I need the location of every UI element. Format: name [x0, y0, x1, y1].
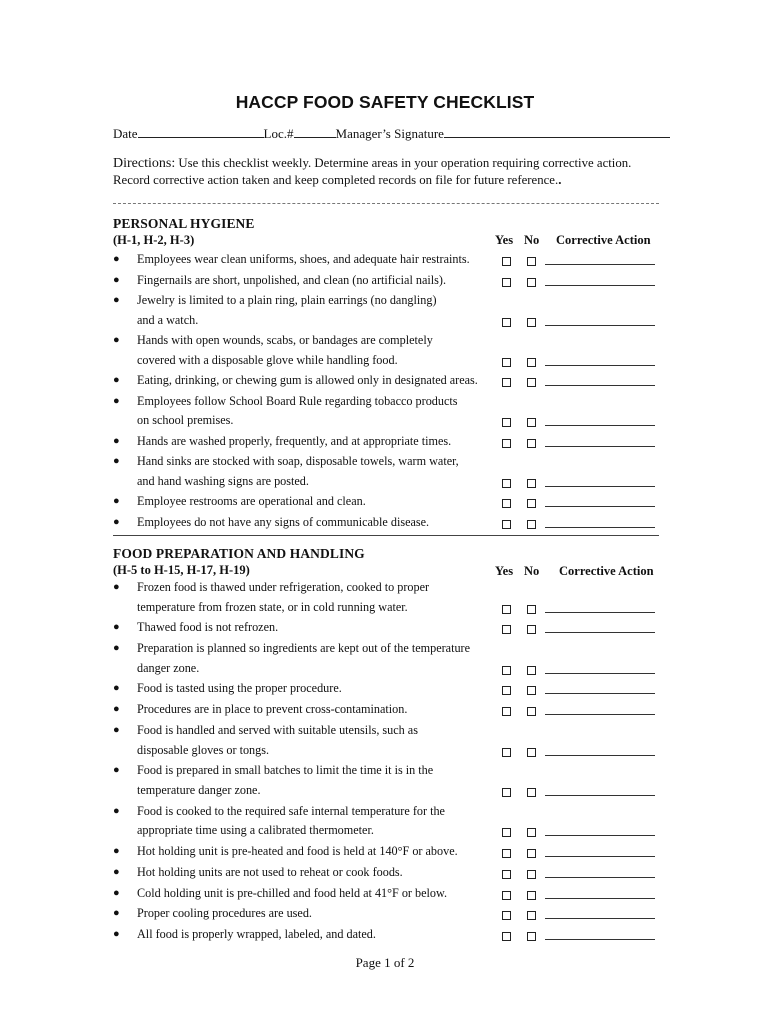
checklist-item-text: Jewelry is limited to a plain ring, plain earrings (no dangling) — [137, 293, 437, 307]
bullet-icon: ● — [113, 844, 120, 857]
corrective-action-field[interactable] — [545, 446, 655, 447]
corrective-action-field[interactable] — [545, 527, 655, 528]
bullet-icon: ● — [113, 682, 120, 695]
no-checkbox[interactable] — [527, 849, 536, 858]
corrective-action-field[interactable] — [545, 285, 655, 286]
bullet-icon: ● — [113, 374, 120, 386]
no-checkbox[interactable] — [527, 748, 536, 757]
bullet-icon: ● — [113, 455, 120, 467]
checklist-item-text: temperature from frozen state, or in cold running water. — [137, 599, 408, 614]
bullet-icon: ● — [113, 621, 120, 634]
yes-checkbox[interactable] — [502, 418, 511, 427]
checklist-item-text: Employees do not have any signs of communicable disease. — [137, 514, 430, 529]
checklist-item-text: danger zone. — [137, 660, 200, 675]
checklist-item-text: Frozen food is thawed under refrigeration, cooked to proper — [137, 580, 430, 594]
directions-text-1: Use this checklist weekly. Determine areas in your operation requiring corrective action. — [178, 156, 632, 170]
yes-checkbox[interactable] — [502, 358, 511, 367]
yes-checkbox[interactable] — [502, 666, 511, 675]
no-checkbox[interactable] — [527, 828, 536, 837]
checklist-item-text: temperature danger zone. — [137, 782, 261, 797]
checklist-item-text: Employees wear clean uniforms, shoes, and adequate hair restraints. — [137, 252, 470, 266]
bullet-icon: ● — [113, 724, 120, 736]
corrective-action-header: Corrective Action — [559, 564, 654, 578]
corrective-action-field[interactable] — [545, 918, 655, 919]
no-checkbox[interactable] — [527, 870, 536, 879]
loc-field[interactable] — [294, 126, 336, 138]
corrective-action-field[interactable] — [545, 673, 655, 674]
bullet-icon: ● — [113, 928, 120, 941]
checklist-item-text: Food is cooked to the required safe internal temperature for the — [137, 803, 445, 818]
corrective-action-field[interactable] — [545, 385, 655, 386]
no-checkbox[interactable] — [527, 378, 536, 387]
corrective-action-field[interactable] — [545, 365, 655, 366]
checklist-item-text: and hand washing signs are posted. — [137, 473, 309, 488]
bullet-icon: ● — [113, 294, 120, 306]
yes-checkbox[interactable] — [502, 748, 511, 757]
corrective-action-field[interactable] — [545, 612, 655, 613]
yes-checkbox[interactable] — [502, 257, 511, 266]
no-checkbox[interactable] — [527, 520, 536, 529]
yes-checkbox[interactable] — [502, 499, 511, 508]
checklist-item-text: Hot holding units are not used to reheat or cook foods. — [137, 864, 403, 879]
corrective-action-field[interactable] — [545, 506, 655, 507]
checklist-item-text: Cold holding unit is pre-chilled and food held at 41°F or below. — [137, 885, 448, 900]
signature-label: Manager’s Signature — [335, 126, 444, 141]
checklist-item-text: disposable gloves or tongs. — [137, 742, 270, 757]
checklist-item-text: Hand sinks are stocked with soap, disposable towels, warm water, — [137, 454, 459, 468]
corrective-action-field[interactable] — [545, 939, 655, 940]
bullet-icon: ● — [113, 495, 120, 507]
corrective-action-field[interactable] — [545, 835, 655, 836]
corrective-action-field[interactable] — [545, 264, 655, 265]
no-checkbox[interactable] — [527, 686, 536, 695]
checklist-item-text: covered with a disposable glove while handling food. — [137, 352, 398, 367]
bullet-icon: ● — [113, 703, 120, 716]
yes-checkbox[interactable] — [502, 439, 511, 448]
checklist-item-text: Employee restrooms are operational and clean. — [137, 494, 366, 508]
divider — [113, 203, 659, 204]
corrective-action-field[interactable] — [545, 632, 655, 633]
yes-checkbox[interactable] — [502, 828, 511, 837]
page-number: Page 1 of 2 — [355, 955, 415, 970]
checklist-item-text: Food is tasted using the proper procedure. — [137, 681, 342, 696]
checklist-item-text: Fingernails are short, unpolished, and clean (no artificial nails). — [137, 272, 446, 287]
checklist-item-text: Procedures are in place to prevent cross-contamination. — [137, 702, 408, 717]
no-checkbox[interactable] — [527, 499, 536, 508]
checklist-item-text: Eating, drinking, or chewing gum is allowed only in designated areas. — [137, 373, 478, 387]
bullet-icon: ● — [113, 907, 120, 920]
corrective-action-field[interactable] — [545, 325, 655, 326]
bullet-icon: ● — [113, 334, 120, 346]
bullet-icon: ● — [113, 394, 120, 407]
loc-label: Loc.# — [263, 126, 294, 141]
corrective-action-field[interactable] — [545, 856, 655, 857]
no-checkbox[interactable] — [527, 891, 536, 900]
no-checkbox[interactable] — [527, 318, 536, 327]
yes-checkbox[interactable] — [502, 479, 511, 488]
checklist-item-text: All food is properly wrapped, labeled, and dated. — [137, 927, 376, 942]
directions — [113, 155, 673, 189]
checklist-item-text: Hot holding unit is pre-heated and food is held at 140°F or above. — [137, 843, 458, 858]
no-checkbox[interactable] — [527, 418, 536, 427]
directions-label: Directions: — [113, 156, 176, 171]
bullet-icon: ● — [113, 865, 120, 878]
yes-checkbox[interactable] — [502, 788, 511, 797]
checklist-item-text: appropriate time using a calibrated thermometer. — [137, 823, 374, 838]
divider — [113, 535, 659, 536]
bullet-icon: ● — [113, 642, 120, 655]
checklist-item-text: Thawed food is not refrozen. — [137, 620, 279, 635]
yes-checkbox[interactable] — [502, 278, 511, 287]
checklist-item-text: and a watch. — [137, 312, 199, 327]
no-checkbox[interactable] — [527, 911, 536, 920]
directions-text-2: Record corrective action taken and keep completed records on file for future reference. — [113, 173, 559, 187]
corrective-action-header: Corrective Action — [556, 233, 651, 247]
yes-checkbox[interactable] — [502, 707, 511, 716]
no-checkbox[interactable] — [527, 666, 536, 675]
yes-checkbox[interactable] — [502, 686, 511, 695]
no-checkbox[interactable] — [527, 605, 536, 614]
bullet-icon: ● — [113, 581, 120, 593]
yes-checkbox[interactable] — [502, 870, 511, 879]
corrective-action-field[interactable] — [545, 755, 655, 756]
signature-field[interactable] — [444, 126, 670, 138]
yes-checkbox[interactable] — [502, 378, 511, 387]
bullet-icon: ● — [113, 434, 120, 447]
yes-checkbox[interactable] — [502, 520, 511, 529]
corrective-action-field[interactable] — [545, 714, 655, 715]
bullet-icon: ● — [113, 515, 120, 528]
no-checkbox[interactable] — [527, 439, 536, 448]
checklist-item-text: Food is handled and served with suitable utensils, such as — [137, 723, 418, 737]
date-label: Date — [113, 126, 138, 141]
no-column-header: No — [524, 233, 540, 247]
corrective-action-field[interactable] — [545, 486, 655, 487]
yes-column-header: Yes — [495, 233, 514, 247]
no-checkbox[interactable] — [527, 625, 536, 634]
no-checkbox[interactable] — [527, 278, 536, 287]
no-checkbox[interactable] — [527, 788, 536, 797]
checklist-item-text: Food is prepared in small batches to limit the time it is in the — [137, 763, 434, 778]
header-fields — [113, 126, 670, 142]
checklist-item-text: on school premises. — [137, 413, 234, 427]
no-checkbox[interactable] — [527, 479, 536, 488]
no-checkbox[interactable] — [527, 707, 536, 716]
bullet-icon: ● — [113, 804, 120, 817]
section-title-food-preparation: FOOD PREPARATION AND HANDLING — [113, 546, 365, 561]
yes-checkbox[interactable] — [502, 318, 511, 327]
section-codes: (H-5 to H-15, H-17, H-19) — [113, 563, 250, 577]
yes-checkbox[interactable] — [502, 605, 511, 614]
section-codes: (H-1, H-2, H-3) — [113, 233, 195, 247]
corrective-action-field[interactable] — [545, 898, 655, 899]
directions-period: . — [558, 173, 562, 187]
yes-column-header: Yes — [495, 564, 514, 578]
checklist-item-text: Employees follow School Board Rule regarding tobacco products — [137, 393, 458, 408]
checklist-item-text: Hands are washed properly, frequently, and at appropriate times. — [137, 433, 452, 448]
bullet-icon: ● — [113, 273, 120, 286]
checklist-item-text: Proper cooling procedures are used. — [137, 906, 312, 921]
yes-checkbox[interactable] — [502, 849, 511, 858]
corrective-action-field[interactable] — [545, 425, 655, 426]
bullet-icon: ● — [113, 886, 120, 899]
date-field[interactable] — [138, 126, 264, 138]
section-title-personal-hygiene: PERSONAL HYGIENE — [113, 216, 255, 231]
corrective-action-field[interactable] — [545, 795, 655, 796]
no-checkbox[interactable] — [527, 358, 536, 367]
yes-checkbox[interactable] — [502, 932, 511, 941]
bullet-icon: ● — [113, 764, 120, 777]
checklist-item-text: Hands with open wounds, scabs, or bandages are completely — [137, 333, 433, 347]
checklist-item-text: Preparation is planned so ingredients are kept out of the temperature — [137, 641, 471, 656]
no-column-header: No — [524, 564, 540, 578]
no-checkbox[interactable] — [527, 932, 536, 941]
yes-checkbox[interactable] — [502, 891, 511, 900]
corrective-action-field[interactable] — [545, 877, 655, 878]
no-checkbox[interactable] — [527, 257, 536, 266]
page-title: HACCP FOOD SAFETY CHECKLIST — [235, 92, 535, 112]
yes-checkbox[interactable] — [502, 911, 511, 920]
bullet-icon: ● — [113, 253, 120, 265]
yes-checkbox[interactable] — [502, 625, 511, 634]
corrective-action-field[interactable] — [545, 693, 655, 694]
